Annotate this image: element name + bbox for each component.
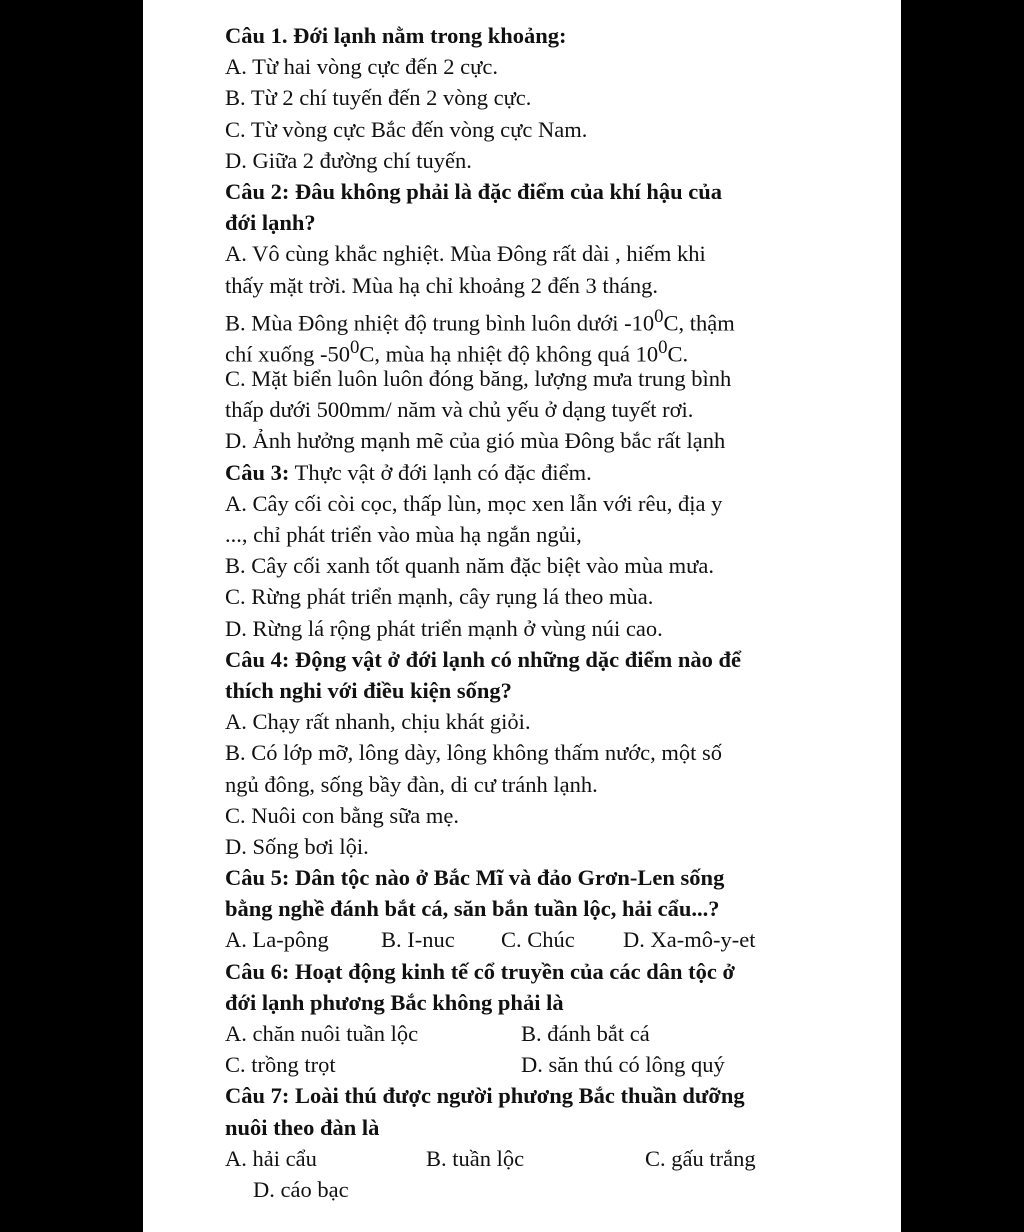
- question-5-option-d: D. Xa-mô-y-et: [623, 927, 756, 953]
- question-5-option-b: B. I-nuc: [381, 927, 455, 953]
- question-1-title: Câu 1. Đới lạnh nằm trong khoảng:: [225, 23, 567, 48]
- question-2-title-line-1: Câu 2: Đâu không phải là đặc điểm của khí hậu của: [225, 178, 723, 204]
- question-5-title-line-1: Câu 5: Dân tộc nào ở Bắc Mĩ và đảo Grơn-Len sống: [225, 865, 725, 891]
- question-1-option-a: A. Từ hai vòng cực đến 2 cực.: [225, 54, 498, 80]
- question-6-option-d: D. săn thú có lông quý: [521, 1052, 725, 1078]
- question-2-option-b-text-1: B. Mùa Đông nhiệt độ trung bình luôn dưới -10: [225, 310, 655, 336]
- question-3-title: [225, 457, 865, 488]
- degree-superscript: 0: [349, 336, 360, 358]
- question-3-option-d: D. Rừng lá rộng phát triển mạnh ở vùng núi cao.: [225, 615, 663, 641]
- degree-superscript: 0: [654, 305, 664, 327]
- question-2-title-line-2: đới lạnh?: [225, 210, 316, 236]
- question-7-title-line-2: nuôi theo đàn là: [225, 1114, 380, 1140]
- question-5-option-c: C. Chúc: [501, 927, 575, 953]
- quiz-content: [225, 20, 865, 1205]
- question-1-option-d: D. Giữa 2 đường chí tuyến.: [225, 147, 472, 173]
- question-2-option-b-text-4: C, mùa hạ nhiệt độ không quá 10: [359, 341, 659, 367]
- question-6-title-line-2: đới lạnh phương Bắc không phải là: [225, 989, 564, 1015]
- question-3-label: Câu 3:: [225, 459, 290, 485]
- question-7-option-d: D. cáo bạc: [253, 1176, 349, 1202]
- question-3-option-a-line-2: ..., chỉ phát triển vào mùa hạ ngắn ngủi,: [225, 522, 582, 547]
- question-1-option-b: B. Từ 2 chí tuyến đến 2 vòng cực.: [225, 85, 532, 111]
- question-4-title-line-1: Câu 4: Động vật ở đới lạnh có những dặc điểm nào để: [225, 646, 742, 672]
- question-3-option-c: C. Rừng phát triển mạnh, cây rụng lá theo mùa.: [225, 584, 654, 610]
- question-4-option-b-line-1: B. Có lớp mỡ, lông dày, lông không thấm nước, một số: [225, 740, 723, 766]
- question-6-options-row-2: [225, 1049, 865, 1080]
- question-5-options: [225, 924, 865, 955]
- question-2-option-b-line-2: [225, 332, 865, 367]
- question-2-option-b-text-2: C, thậm: [663, 310, 735, 336]
- document-page: [143, 0, 901, 1232]
- question-2-option-c-line-2: thấp dưới 500mm/ năm và chủ yếu ở dạng tuyết rơi.: [225, 397, 694, 423]
- question-2-option-d: D. Ảnh hưởng mạnh mẽ của gió mùa Đông bắc rất lạnh: [225, 428, 726, 454]
- question-6-option-a: A. chăn nuôi tuần lộc: [225, 1021, 419, 1046]
- question-6-title-line-1: Câu 6: Hoạt động kinh tế cổ truyền của các dân tộc ở: [225, 958, 735, 984]
- question-7-option-c: C. gấu trắng: [645, 1145, 756, 1171]
- question-2-option-b-text-3: chí xuống -50: [225, 341, 350, 367]
- question-2-option-b-text-5: C.: [667, 341, 689, 367]
- question-4-option-a: A. Chạy rất nhanh, chịu khát giỏi.: [225, 709, 531, 735]
- question-7-options-row-1: [225, 1143, 865, 1174]
- question-5-option-a: A. La-pông: [225, 927, 329, 953]
- question-2-option-c-line-1: C. Mặt biển luôn luôn đóng băng, lượng mưa trung bình: [225, 366, 732, 392]
- question-4-title-line-2: thích nghi với điều kiện sống?: [225, 677, 512, 703]
- question-2-option-b-line-1: [225, 301, 865, 336]
- question-6-option-c: C. trồng trọt: [225, 1052, 336, 1078]
- question-7-title-line-1: Câu 7: Loài thú được người phương Bắc thuần dưỡng: [225, 1083, 745, 1109]
- question-2-option-a-line-1: A. Vô cùng khắc nghiệt. Mùa Đông rất dài , hiếm khi: [225, 241, 706, 267]
- question-4-option-b-line-2: ngủ đông, sống bầy đàn, di cư tránh lạnh.: [225, 771, 598, 797]
- question-6-options-row-1: [225, 1018, 865, 1049]
- question-5-title-line-2: bằng nghề đánh bắt cá, săn bắn tuần lộc, hải cẩu...?: [225, 896, 720, 922]
- question-3-option-b: B. Cây cối xanh tốt quanh năm đặc biệt vào mùa mưa.: [225, 553, 714, 579]
- question-3-option-a-line-1: A. Cây cối còi cọc, thấp lùn, mọc xen lẫn với rêu, địa y: [225, 490, 723, 516]
- degree-superscript: 0: [658, 336, 668, 358]
- question-2-option-a-line-2: thấy mặt trời. Mùa hạ chỉ khoảng 2 đến 3 tháng.: [225, 272, 659, 298]
- question-4-option-c: C. Nuôi con bằng sữa mẹ.: [225, 802, 460, 828]
- question-6-option-b: B. đánh bắt cá: [521, 1021, 650, 1046]
- question-7-option-a: A. hải cẩu: [225, 1145, 317, 1171]
- question-7-option-b: B. tuần lộc: [426, 1145, 525, 1171]
- question-1-option-c: C. Từ vòng cực Bắc đến vòng cực Nam.: [225, 116, 588, 142]
- question-4-option-d: D. Sống bơi lội.: [225, 833, 369, 859]
- question-3-text: Thực vật ở đới lạnh có đặc điểm.: [289, 459, 592, 485]
